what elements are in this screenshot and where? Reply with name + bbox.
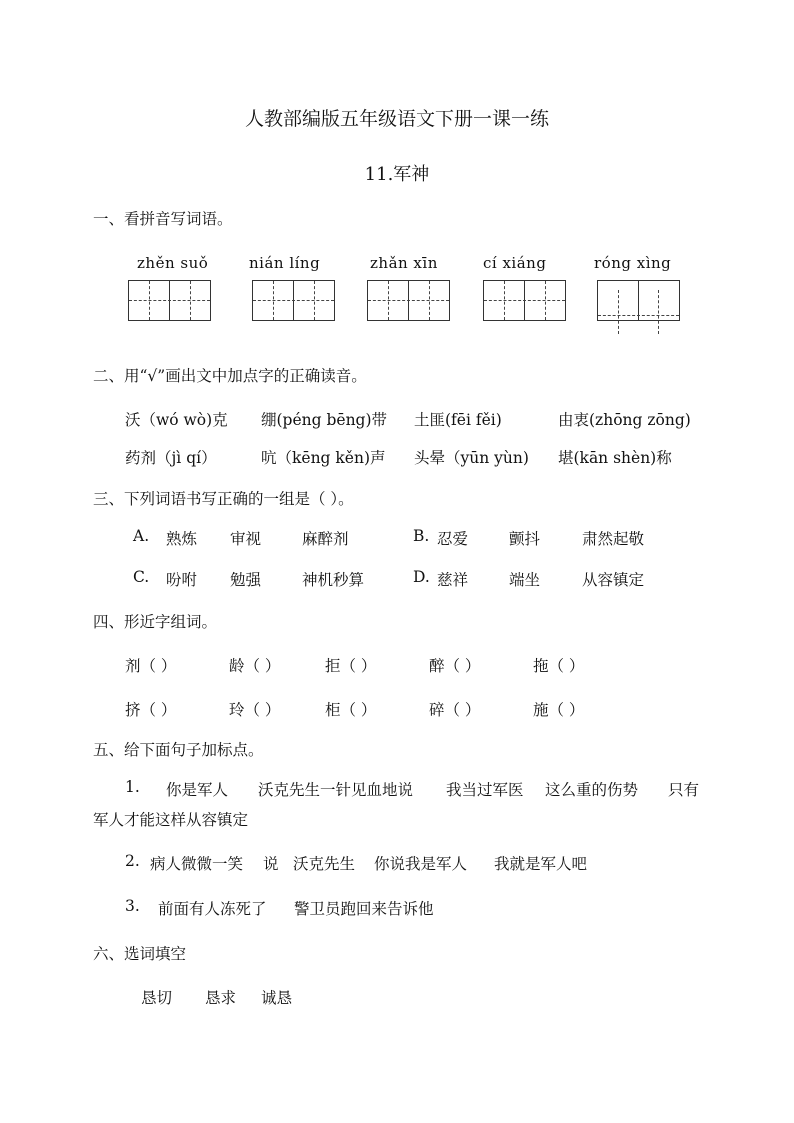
reading-item[interactable]: 由衷(zhōng zōng) xyxy=(558,411,691,429)
writing-grid-3[interactable] xyxy=(367,280,450,321)
choice-word: 诚恳 xyxy=(261,989,293,1007)
sentence-fragment: 说 xyxy=(263,855,279,873)
sentence-fragment: 军人才能这样从容镇定 xyxy=(93,811,249,829)
grid-5-guide xyxy=(618,290,619,334)
sentence-fragment: 病人微微一笑 xyxy=(150,855,244,873)
option-b-label[interactable]: B. xyxy=(413,527,430,545)
option-c-label[interactable]: C. xyxy=(133,568,150,586)
sentence-fragment: 我当过军医 xyxy=(446,781,524,799)
lesson-title: 11.军神 xyxy=(364,164,430,185)
reading-item[interactable]: 堪(kān shèn)称 xyxy=(558,449,672,467)
option-word: 颤抖 xyxy=(509,530,541,548)
word-blank[interactable]: 拖（ ） xyxy=(533,657,585,675)
grid-5-guide xyxy=(658,290,659,334)
word-blank[interactable]: 挤（ ） xyxy=(125,701,177,719)
sentence-fragment: 只有 xyxy=(668,781,700,799)
section-2-heading: 二、用“√”画出文中加点字的正确读音。 xyxy=(93,367,367,385)
pinyin-5: róng xìng xyxy=(594,254,672,272)
pinyin-1: zhěn suǒ xyxy=(137,254,209,272)
section-4-heading: 四、形近字组词。 xyxy=(93,613,218,631)
section-3-heading: 三、下列词语书写正确的一组是（ ）。 xyxy=(93,490,354,508)
section-1-heading: 一、看拼音写词语。 xyxy=(93,210,233,228)
word-blank[interactable]: 柜（ ） xyxy=(325,701,377,719)
sentence-fragment: 沃克先生一针见血地说 xyxy=(258,781,414,799)
choice-word: 恳切 xyxy=(141,989,173,1007)
writing-grid-1[interactable] xyxy=(128,280,211,321)
option-word: 麻醉剂 xyxy=(302,530,349,548)
reading-item[interactable]: 药剂（jì qí） xyxy=(125,449,217,467)
option-word: 审视 xyxy=(230,530,262,548)
reading-item[interactable]: 土匪(fēi fěi) xyxy=(414,411,502,429)
page-title: 人教部编版五年级语文下册一课一练 xyxy=(244,108,549,130)
section-6-heading: 六、选词填空 xyxy=(93,945,187,963)
pinyin-3: zhǎn xīn xyxy=(370,254,438,272)
word-blank[interactable]: 醉（ ） xyxy=(429,657,481,675)
option-word: 忍爱 xyxy=(437,530,469,548)
reading-item[interactable]: 沃（wó wò)克 xyxy=(125,411,228,429)
option-word: 慈祥 xyxy=(437,571,469,589)
sentence-fragment: 警卫员跑回来告诉他 xyxy=(294,900,434,918)
sentence-fragment: 沃克先生 xyxy=(293,855,356,873)
sentence-fragment: 我就是军人吧 xyxy=(494,855,588,873)
option-d-label[interactable]: D. xyxy=(413,568,430,586)
reading-item[interactable]: 吭（kēng kěn)声 xyxy=(261,449,386,467)
sentence-fragment: 你是军人 xyxy=(166,781,229,799)
question-number: 2. xyxy=(125,852,140,870)
choice-word: 恳求 xyxy=(205,989,237,1007)
writing-grid-2[interactable] xyxy=(252,280,335,321)
sentence-fragment: 你说我是军人 xyxy=(374,855,468,873)
pinyin-4: cí xiáng xyxy=(483,254,547,272)
word-blank[interactable]: 拒（ ） xyxy=(325,657,377,675)
word-blank[interactable]: 剂（ ） xyxy=(125,657,177,675)
word-blank[interactable]: 龄（ ） xyxy=(229,657,281,675)
option-word: 从容镇定 xyxy=(582,571,645,589)
option-word: 吩咐 xyxy=(166,571,198,589)
reading-item[interactable]: 头晕（yūn yùn) xyxy=(414,449,529,467)
option-word: 熟炼 xyxy=(166,530,198,548)
word-blank[interactable]: 玲（ ） xyxy=(229,701,281,719)
option-word: 勉强 xyxy=(230,571,262,589)
writing-grid-4[interactable] xyxy=(483,280,566,321)
question-number: 3. xyxy=(125,897,140,915)
option-a-label[interactable]: A. xyxy=(133,527,150,545)
option-word: 肃然起敬 xyxy=(582,530,645,548)
reading-item[interactable]: 绷(péng bēng)带 xyxy=(261,411,388,429)
question-number: 1. xyxy=(125,778,140,796)
section-5-heading: 五、给下面句子加标点。 xyxy=(93,741,264,759)
sentence-fragment: 这么重的伤势 xyxy=(545,781,639,799)
option-word: 端坐 xyxy=(509,571,541,589)
writing-grid-5[interactable] xyxy=(597,280,680,321)
word-blank[interactable]: 碎（ ） xyxy=(429,701,481,719)
option-word: 神机秒算 xyxy=(302,571,365,589)
word-blank[interactable]: 施（ ） xyxy=(533,701,585,719)
pinyin-2: nián líng xyxy=(249,254,321,272)
sentence-fragment: 前面有人冻死了 xyxy=(158,900,267,918)
